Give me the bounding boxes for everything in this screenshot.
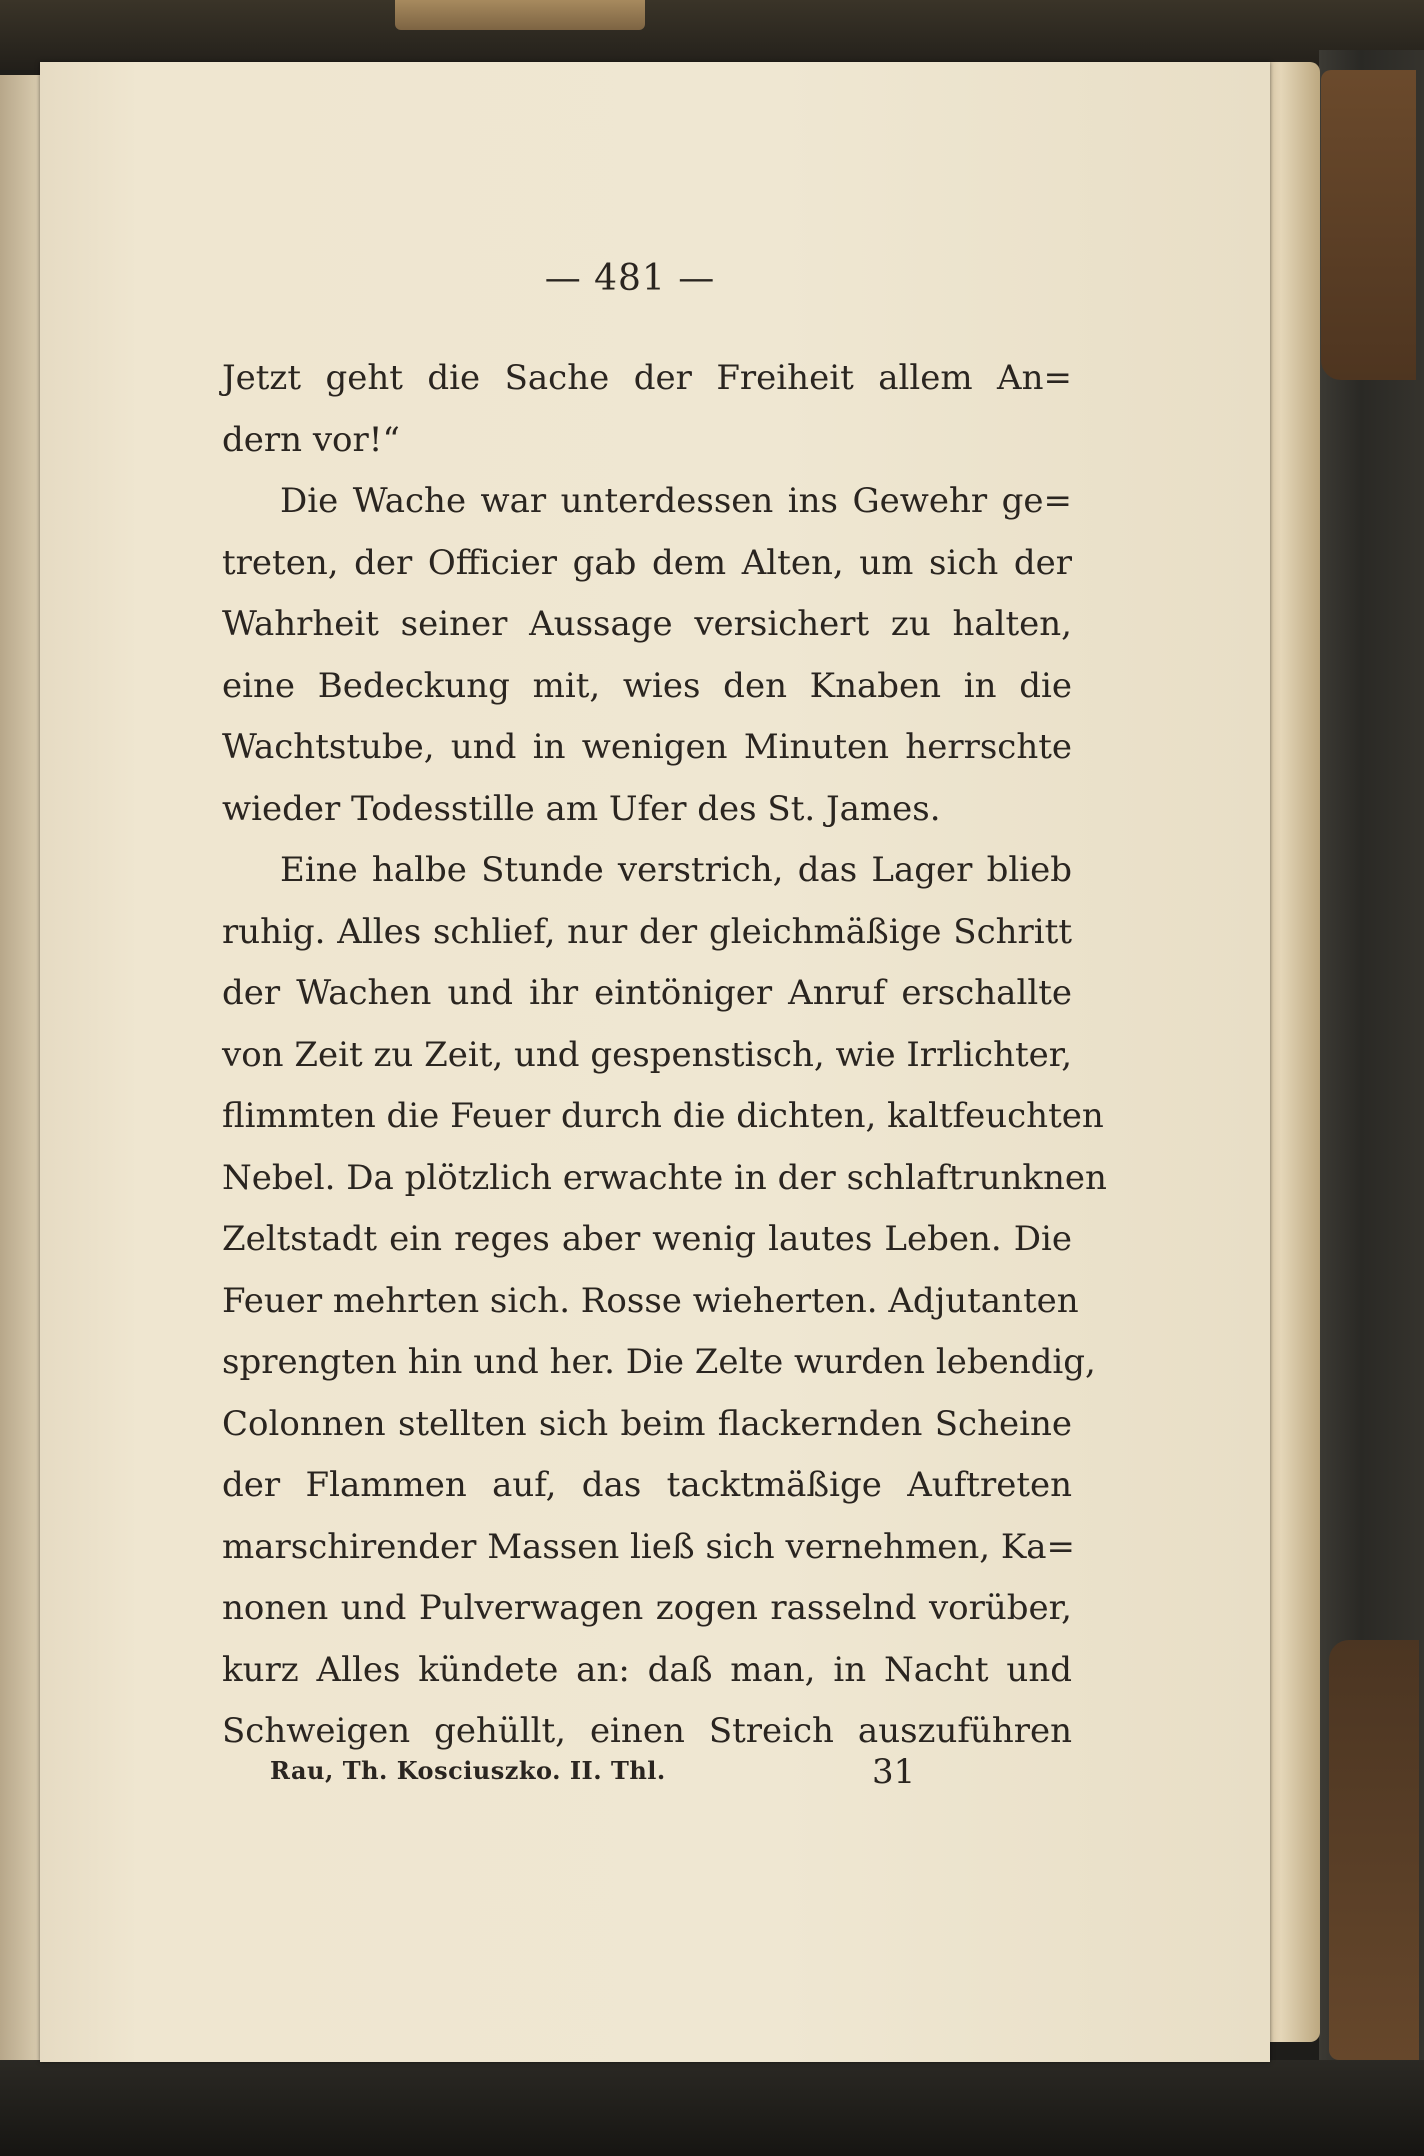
text-line: wieder Todesstille am Ufer des St. James. bbox=[222, 788, 941, 829]
text-line: Schweigen gehüllt, einen Streich auszuführen bbox=[222, 1711, 1072, 1751]
text-line: Feuer mehrten sich. Rosse wieherten. Adjutanten bbox=[222, 1280, 1079, 1321]
signature-number: 31 bbox=[872, 1752, 916, 1792]
text-line: der Flammen auf, das tacktmäßige Auftreten bbox=[222, 1465, 1072, 1505]
text-line: kurz Alles kündete an: daß man, in Nacht und bbox=[222, 1649, 1072, 1690]
text-line: Wahrheit seiner Aussage versichert zu halten, bbox=[222, 604, 1072, 644]
body-text bbox=[222, 348, 1107, 1763]
tape-strip bbox=[395, 0, 645, 30]
text-line: Wachtstube, und in wenigen Minuten herrschte bbox=[222, 727, 1072, 767]
text-line: Die Wache war unterdessen ins Gewehr ge= bbox=[280, 481, 1072, 521]
text-line: ruhig. Alles schlief, nur der gleichmäßige Schritt bbox=[222, 911, 1072, 952]
text-line: sprengten hin und her. Die Zelte wurden lebendig, bbox=[222, 1342, 1096, 1382]
text-line: Nebel. Da plötzlich erwachte in der schlaftrunknen bbox=[222, 1157, 1107, 1198]
text-line: Eine halbe Stunde verstrich, das Lager blieb bbox=[280, 850, 1072, 890]
leather-corner-bottom bbox=[1329, 1640, 1419, 2060]
text-line: nonen und Pulverwagen zogen rasselnd vorüber, bbox=[222, 1588, 1072, 1628]
text-line: flimmten die Feuer durch die dichten, kaltfeuchten bbox=[222, 1096, 1104, 1136]
book-cover-bottom bbox=[0, 2060, 1424, 2156]
text-line: Jetzt geht die Sache der Freiheit allem An= bbox=[222, 358, 1072, 398]
text-line: treten, der Officier gab dem Alten, um sich der bbox=[222, 542, 1072, 583]
text-line: der Wachen und ihr eintöniger Anruf erschallte bbox=[222, 973, 1072, 1013]
text-line: dern vor!“ bbox=[222, 419, 400, 460]
text-line: marschirender Massen ließ sich vernehmen, Ka= bbox=[222, 1526, 1076, 1567]
text-line: eine Bedeckung mit, wies den Knaben in die bbox=[222, 665, 1072, 706]
leather-corner-top bbox=[1321, 70, 1416, 380]
text-line: Zeltstadt ein reges aber wenig lautes Leben. Die bbox=[222, 1219, 1072, 1259]
signature-line: Rau, Th. Kosciuszko. II. Thl. bbox=[270, 1756, 666, 1785]
text-line: von Zeit zu Zeit, und gespenstisch, wie Irrlichter, bbox=[222, 1034, 1073, 1075]
page-number: — 481 — bbox=[544, 258, 716, 299]
book-cover-top bbox=[0, 0, 1424, 70]
text-line: Colonnen stellten sich beim flackernden Scheine bbox=[222, 1403, 1072, 1444]
